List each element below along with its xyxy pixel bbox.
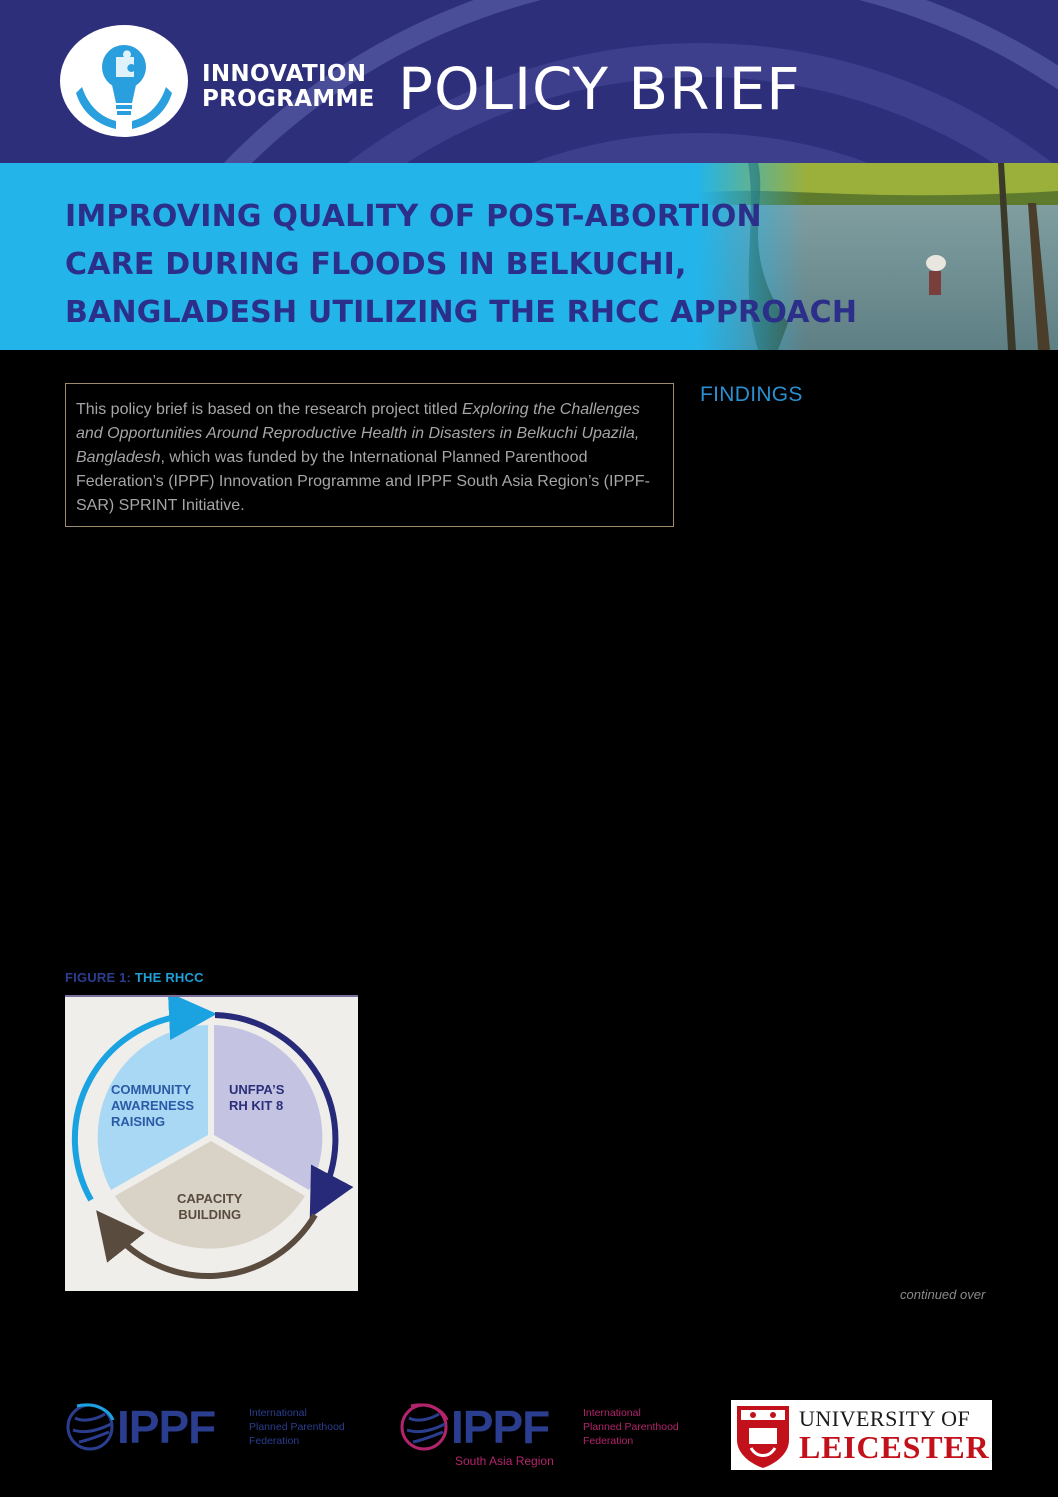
intro-project-title: Exploring the Challenges and Opportunities Around Reproductive Health in Disasters in Belkuchi Upazila, Bangladesh [76, 401, 640, 466]
leicester-crest-icon [731, 1400, 795, 1470]
label-community-line-1: COMMUNITY [111, 1082, 192, 1097]
ippf-globe-icon [65, 1400, 117, 1452]
figure-caption-number: FIGURE 1: [65, 970, 132, 985]
report-title-line-2: CARE DURING FLOODS IN BELKUCHI, [65, 247, 687, 282]
leicester-line-2: LEICESTER [799, 1429, 990, 1465]
leicester-line-1: UNIVERSITY OF [799, 1406, 971, 1431]
programme-logo [60, 25, 188, 137]
rhcc-cycle-diagram [65, 997, 358, 1291]
ippf-subtitle [249, 1406, 345, 1448]
rhcc-figure [65, 995, 358, 1291]
programme-line-2: PROGRAMME [202, 86, 375, 112]
figure-caption-title: THE RHCC [134, 970, 204, 985]
intro-box [65, 383, 674, 527]
intro-text-tail: , which was funded by the International Planned Parenthood Federation’s (IPPF) Innovation Programme and IPPF South Asia Region’s (IPPF-SAR) SPRINT Initiative. [76, 449, 650, 514]
ippf-sar-subtitle-line-3: Federation [583, 1435, 634, 1447]
label-community [111, 1082, 194, 1130]
label-unfpa-line-1: UNFPA’S [229, 1082, 285, 1097]
ippf-sar-region: South Asia Region [455, 1454, 554, 1468]
label-community-line-3: RAISING [111, 1114, 166, 1129]
continued-note: continued over [900, 1287, 986, 1302]
ippf-sar-logo [399, 1400, 699, 1470]
label-capacity-line-1: CAPACITY [177, 1191, 243, 1206]
ippf-sar-subtitle-line-1: International [583, 1407, 641, 1419]
label-unfpa-line-2: RH KIT 8 [229, 1098, 284, 1113]
ippf-sar-subtitle-line-2: Planned Parenthood [583, 1421, 679, 1433]
label-capacity [177, 1191, 242, 1223]
report-title-line-1: IMPROVING QUALITY OF POST-ABORTION [65, 199, 762, 234]
brief-type-label: POLICY BRIEF [398, 55, 801, 123]
report-title-line-3: BANGLADESH UTILIZING THE RHCC APPROACH [65, 295, 858, 330]
label-capacity-line-2: BUILDING [178, 1207, 242, 1222]
intro-text-lead: This policy brief is based on the research project titled [76, 401, 462, 418]
ippf-sar-wordmark: IPPF [451, 1401, 550, 1453]
ippf-sar-subtitle [583, 1406, 679, 1448]
university-of-leicester-logo [731, 1400, 992, 1470]
ippf-wordmark: IPPF [117, 1401, 216, 1453]
ippf-logo [65, 1400, 355, 1470]
ippf-subtitle-line-2: Planned Parenthood [249, 1421, 345, 1433]
ippf-subtitle-line-3: Federation [249, 1435, 300, 1447]
findings-heading: FINDINGS [700, 383, 803, 406]
label-community-line-2: AWARENESS [111, 1098, 195, 1113]
programme-name [202, 62, 375, 112]
ippf-sar-globe-icon [399, 1400, 451, 1452]
lightbulb-hands-icon [60, 25, 188, 137]
label-unfpa [229, 1082, 284, 1114]
ippf-subtitle-line-1: International [249, 1407, 307, 1419]
report-title [65, 193, 858, 337]
figure-caption [65, 970, 204, 985]
programme-line-1: INNOVATION [202, 61, 367, 87]
